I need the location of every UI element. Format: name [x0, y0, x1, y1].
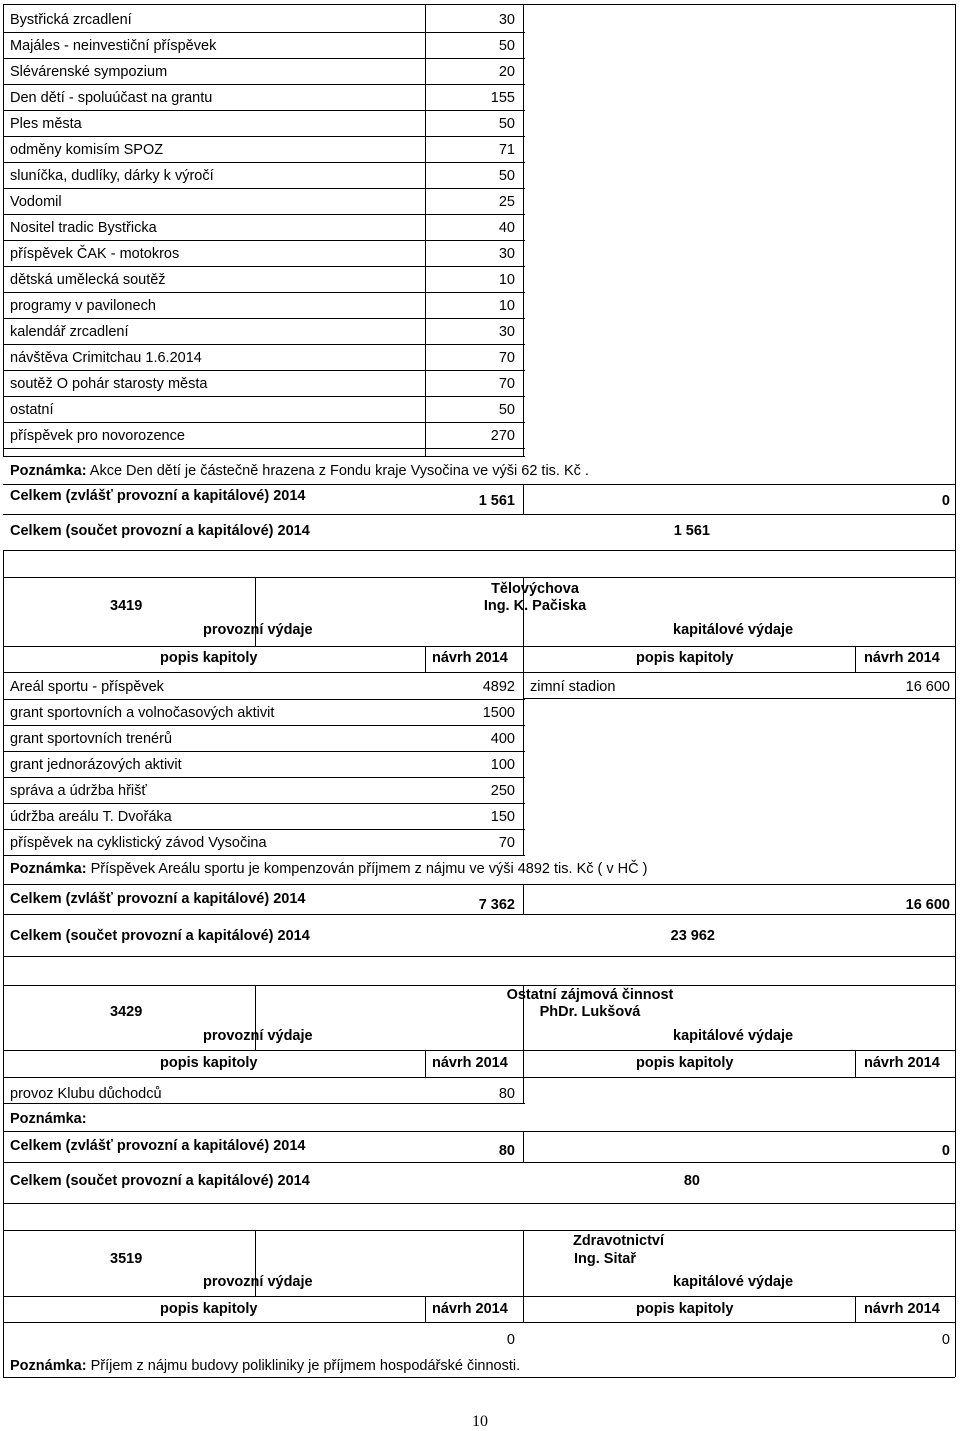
item-label: Den dětí - spoluúčast na grantu: [10, 90, 213, 106]
item-label: správa a údržba hřišť: [10, 783, 147, 799]
rule: [3, 1050, 955, 1051]
item-value: 50: [498, 38, 515, 54]
col-desc: popis kapitoly: [636, 650, 734, 666]
rule: [3, 956, 955, 957]
item-label: grant sportovních a volnočasových aktivit: [10, 705, 275, 721]
item-value: 50: [498, 116, 515, 132]
item-label: Slévárenské sympozium: [10, 64, 168, 80]
row-rule: [3, 725, 525, 726]
row-rule: [3, 110, 525, 111]
rule: [3, 484, 955, 485]
item-value: 50: [498, 402, 515, 418]
item-value: 400: [490, 731, 515, 747]
section-owner: Ing. K. Pačiska: [483, 598, 587, 614]
col-desc: popis kapitoly: [636, 1301, 734, 1317]
rule: [523, 698, 955, 699]
row-rule: [3, 370, 525, 371]
item-value: 40: [498, 220, 515, 236]
col-draft: návrh 2014: [432, 650, 508, 666]
item-value: 155: [490, 90, 515, 106]
item-label: grant sportovních trenérů: [10, 731, 173, 747]
rule: [425, 1050, 426, 1077]
item-label: ostatní: [10, 402, 54, 418]
col-draft: návrh 2014: [864, 1055, 940, 1071]
item-label: Nositel tradic Bystřicka: [10, 220, 157, 236]
item-label: grant jednorázových aktivit: [10, 757, 182, 773]
frame-top: [3, 4, 955, 5]
note-label: Poznámka:: [10, 463, 87, 479]
item-value: 71: [498, 142, 515, 158]
section-code: 3429: [110, 1004, 143, 1020]
divider-value-cap: [523, 4, 524, 456]
item-value: 100: [490, 757, 515, 773]
item-value: 10: [498, 272, 515, 288]
row-rule: [3, 448, 525, 449]
row-rule: [3, 188, 525, 189]
rule: [425, 646, 426, 672]
col-desc: popis kapitoly: [160, 650, 258, 666]
row-rule: [3, 396, 525, 397]
cap-header: kapitálové výdaje: [673, 622, 794, 638]
item-value: 70: [498, 835, 515, 851]
rule: [3, 1203, 955, 1204]
item-value: 10: [498, 298, 515, 314]
col-draft: návrh 2014: [864, 650, 940, 666]
item-label: návštěva Crimitchau 1.6.2014: [10, 350, 202, 366]
row-rule: [3, 751, 525, 752]
section-code: 3519: [110, 1251, 143, 1267]
row-rule: [3, 318, 525, 319]
item-label: příspěvek pro novorozence: [10, 428, 185, 444]
row-rule: [3, 162, 525, 163]
section-title: Zdravotnictví: [572, 1233, 665, 1249]
note-label: Poznámka:: [10, 1111, 87, 1127]
item-label: kalendář zrcadlení: [10, 324, 129, 340]
note-text: Příspěvek Areálu sportu je kompenzován příjmem z nájmu ve výši 4892 tis. Kč ( v HČ ): [90, 861, 648, 877]
col-draft: návrh 2014: [864, 1301, 940, 1317]
item-value: 30: [498, 246, 515, 262]
col-desc: popis kapitoly: [160, 1301, 258, 1317]
note-text: Příjem z nájmu budovy polikliniky je příjmem hospodářské činnosti.: [90, 1358, 521, 1374]
total-sum-value: 1 561: [673, 523, 710, 539]
section-code: 3419: [110, 598, 143, 614]
item-value: 80: [498, 1086, 515, 1102]
rule: [3, 577, 955, 578]
rule: [3, 550, 955, 551]
item-value: 4892: [482, 679, 515, 695]
total-sum-label: Celkem (součet provozní a kapitálové) 2014: [10, 1173, 310, 1189]
total-sum-label: Celkem (součet provozní a kapitálové) 2014: [10, 523, 310, 539]
cap-header: kapitálové výdaje: [673, 1028, 794, 1044]
rule: [523, 672, 524, 855]
col-desc: popis kapitoly: [160, 1055, 258, 1071]
section-owner: PhDr. Lukšová: [539, 1004, 641, 1020]
total-separate-cap: 0: [941, 1143, 950, 1159]
col-draft: návrh 2014: [432, 1301, 508, 1317]
row-rule: [3, 422, 525, 423]
frame-left: [3, 4, 4, 456]
row-rule: [3, 344, 525, 345]
items-bottom-rule: [3, 456, 525, 457]
col-draft: návrh 2014: [432, 1055, 508, 1071]
item-value: 150: [490, 809, 515, 825]
note: [10, 1357, 520, 1375]
rule: [523, 1131, 524, 1162]
item-label: údržba areálu T. Dvořáka: [10, 809, 172, 825]
rule: [523, 884, 524, 914]
note: [10, 462, 589, 480]
item-label: provoz Klubu důchodců: [10, 1086, 162, 1102]
total-separate-label: Celkem (zvlášť provozní a kapitálové) 2014: [10, 891, 306, 907]
row-rule: [3, 240, 525, 241]
rule: [3, 914, 955, 915]
item-value: 70: [498, 350, 515, 366]
total-sum-value: 80: [683, 1173, 700, 1189]
rule: [3, 1322, 955, 1323]
item-label: Bystřická zrcadlení: [10, 12, 132, 28]
cap-item-label: zimní stadion: [530, 679, 616, 695]
section-owner: Ing. Sitař: [573, 1251, 637, 1267]
rule: [855, 1050, 856, 1077]
rule: [3, 1296, 955, 1297]
item-value: 20: [498, 64, 515, 80]
note-label: Poznámka:: [10, 861, 87, 877]
page-number: 10: [472, 1413, 488, 1430]
section-title: Ostatní zájmová činnost: [506, 987, 674, 1003]
item-label: Ples města: [10, 116, 82, 132]
note: [10, 860, 647, 878]
total-separate-op: 1 561: [478, 493, 515, 509]
item-value: 250: [490, 783, 515, 799]
row-rule: [3, 32, 525, 33]
row-rule: [3, 292, 525, 293]
section-title: Tělovýchova: [491, 581, 579, 597]
item-label: dětská umělecká soutěž: [10, 272, 166, 288]
total-separate-label: Celkem (zvlášť provozní a kapitálové) 2014: [10, 488, 306, 504]
item-value: 30: [498, 324, 515, 340]
item-label: Majáles - neinvestiční příspěvek: [10, 38, 217, 54]
item-label: sluníčka, dudlíky, dárky k výročí: [10, 168, 214, 184]
col-desc: popis kapitoly: [636, 1055, 734, 1071]
rule: [3, 1162, 955, 1163]
item-label: soutěž O pohár starosty města: [10, 376, 208, 392]
item-label: odměny komisím SPOZ: [10, 142, 164, 158]
row-rule: [3, 214, 525, 215]
row-rule: [3, 699, 525, 700]
rule: [523, 484, 524, 514]
rule: [3, 672, 955, 673]
rule: [855, 646, 856, 672]
row-rule: [3, 266, 525, 267]
note-label: Poznámka:: [10, 1358, 87, 1374]
op-header: provozní výdaje: [203, 622, 313, 638]
total-separate-cap: 16 600: [905, 897, 950, 913]
total-sum-value: 23 962: [670, 928, 715, 944]
note-text: Akce Den dětí je částečně hrazena z Fondu kraje Vysočina ve výši 62 tis. Kč .: [89, 463, 589, 479]
rule: [3, 646, 955, 647]
row-rule: [3, 829, 525, 830]
total-separate-label: Celkem (zvlášť provozní a kapitálové) 2014: [10, 1138, 306, 1154]
cap-header: kapitálové výdaje: [673, 1274, 794, 1290]
item-value: 270: [490, 428, 515, 444]
total-separate-op: 7 362: [478, 897, 515, 913]
rule: [3, 1131, 955, 1132]
frame-left: [3, 550, 4, 1377]
item-value: 30: [498, 12, 515, 28]
frame-bottom: [3, 1377, 955, 1378]
item-label: příspěvek na cyklistický závod Vysočina: [10, 835, 267, 851]
rule: [3, 1077, 955, 1078]
total-separate-cap: 0: [941, 493, 950, 509]
item-label: příspěvek ČAK - motokros: [10, 246, 180, 262]
item-value: 50: [498, 168, 515, 184]
op-header: provozní výdaje: [203, 1028, 313, 1044]
rule: [3, 1230, 955, 1231]
rule: [3, 1103, 525, 1104]
rule: [425, 1296, 426, 1322]
total-separate-op: 80: [498, 1143, 515, 1159]
item-value: 25: [498, 194, 515, 210]
row-rule: [3, 803, 525, 804]
item-label: programy v pavilonech: [10, 298, 156, 314]
total-sum-label: Celkem (součet provozní a kapitálové) 2014: [10, 928, 310, 944]
row-rule: [3, 777, 525, 778]
row-rule: [3, 136, 525, 137]
row-rule: [3, 58, 525, 59]
rule: [3, 855, 525, 856]
row-rule: [3, 84, 525, 85]
op-value: 0: [506, 1332, 515, 1348]
rule: [3, 884, 955, 885]
item-label: Areál sportu - příspěvek: [10, 679, 164, 695]
frame-right: [955, 4, 956, 1377]
cap-item-value: 16 600: [905, 679, 950, 695]
item-label: Vodomil: [10, 194, 62, 210]
rule: [855, 1296, 856, 1322]
item-value: 70: [498, 376, 515, 392]
cap-value: 0: [941, 1332, 950, 1348]
item-value: 1500: [482, 705, 515, 721]
op-header: provozní výdaje: [203, 1274, 313, 1290]
rule: [3, 514, 955, 515]
